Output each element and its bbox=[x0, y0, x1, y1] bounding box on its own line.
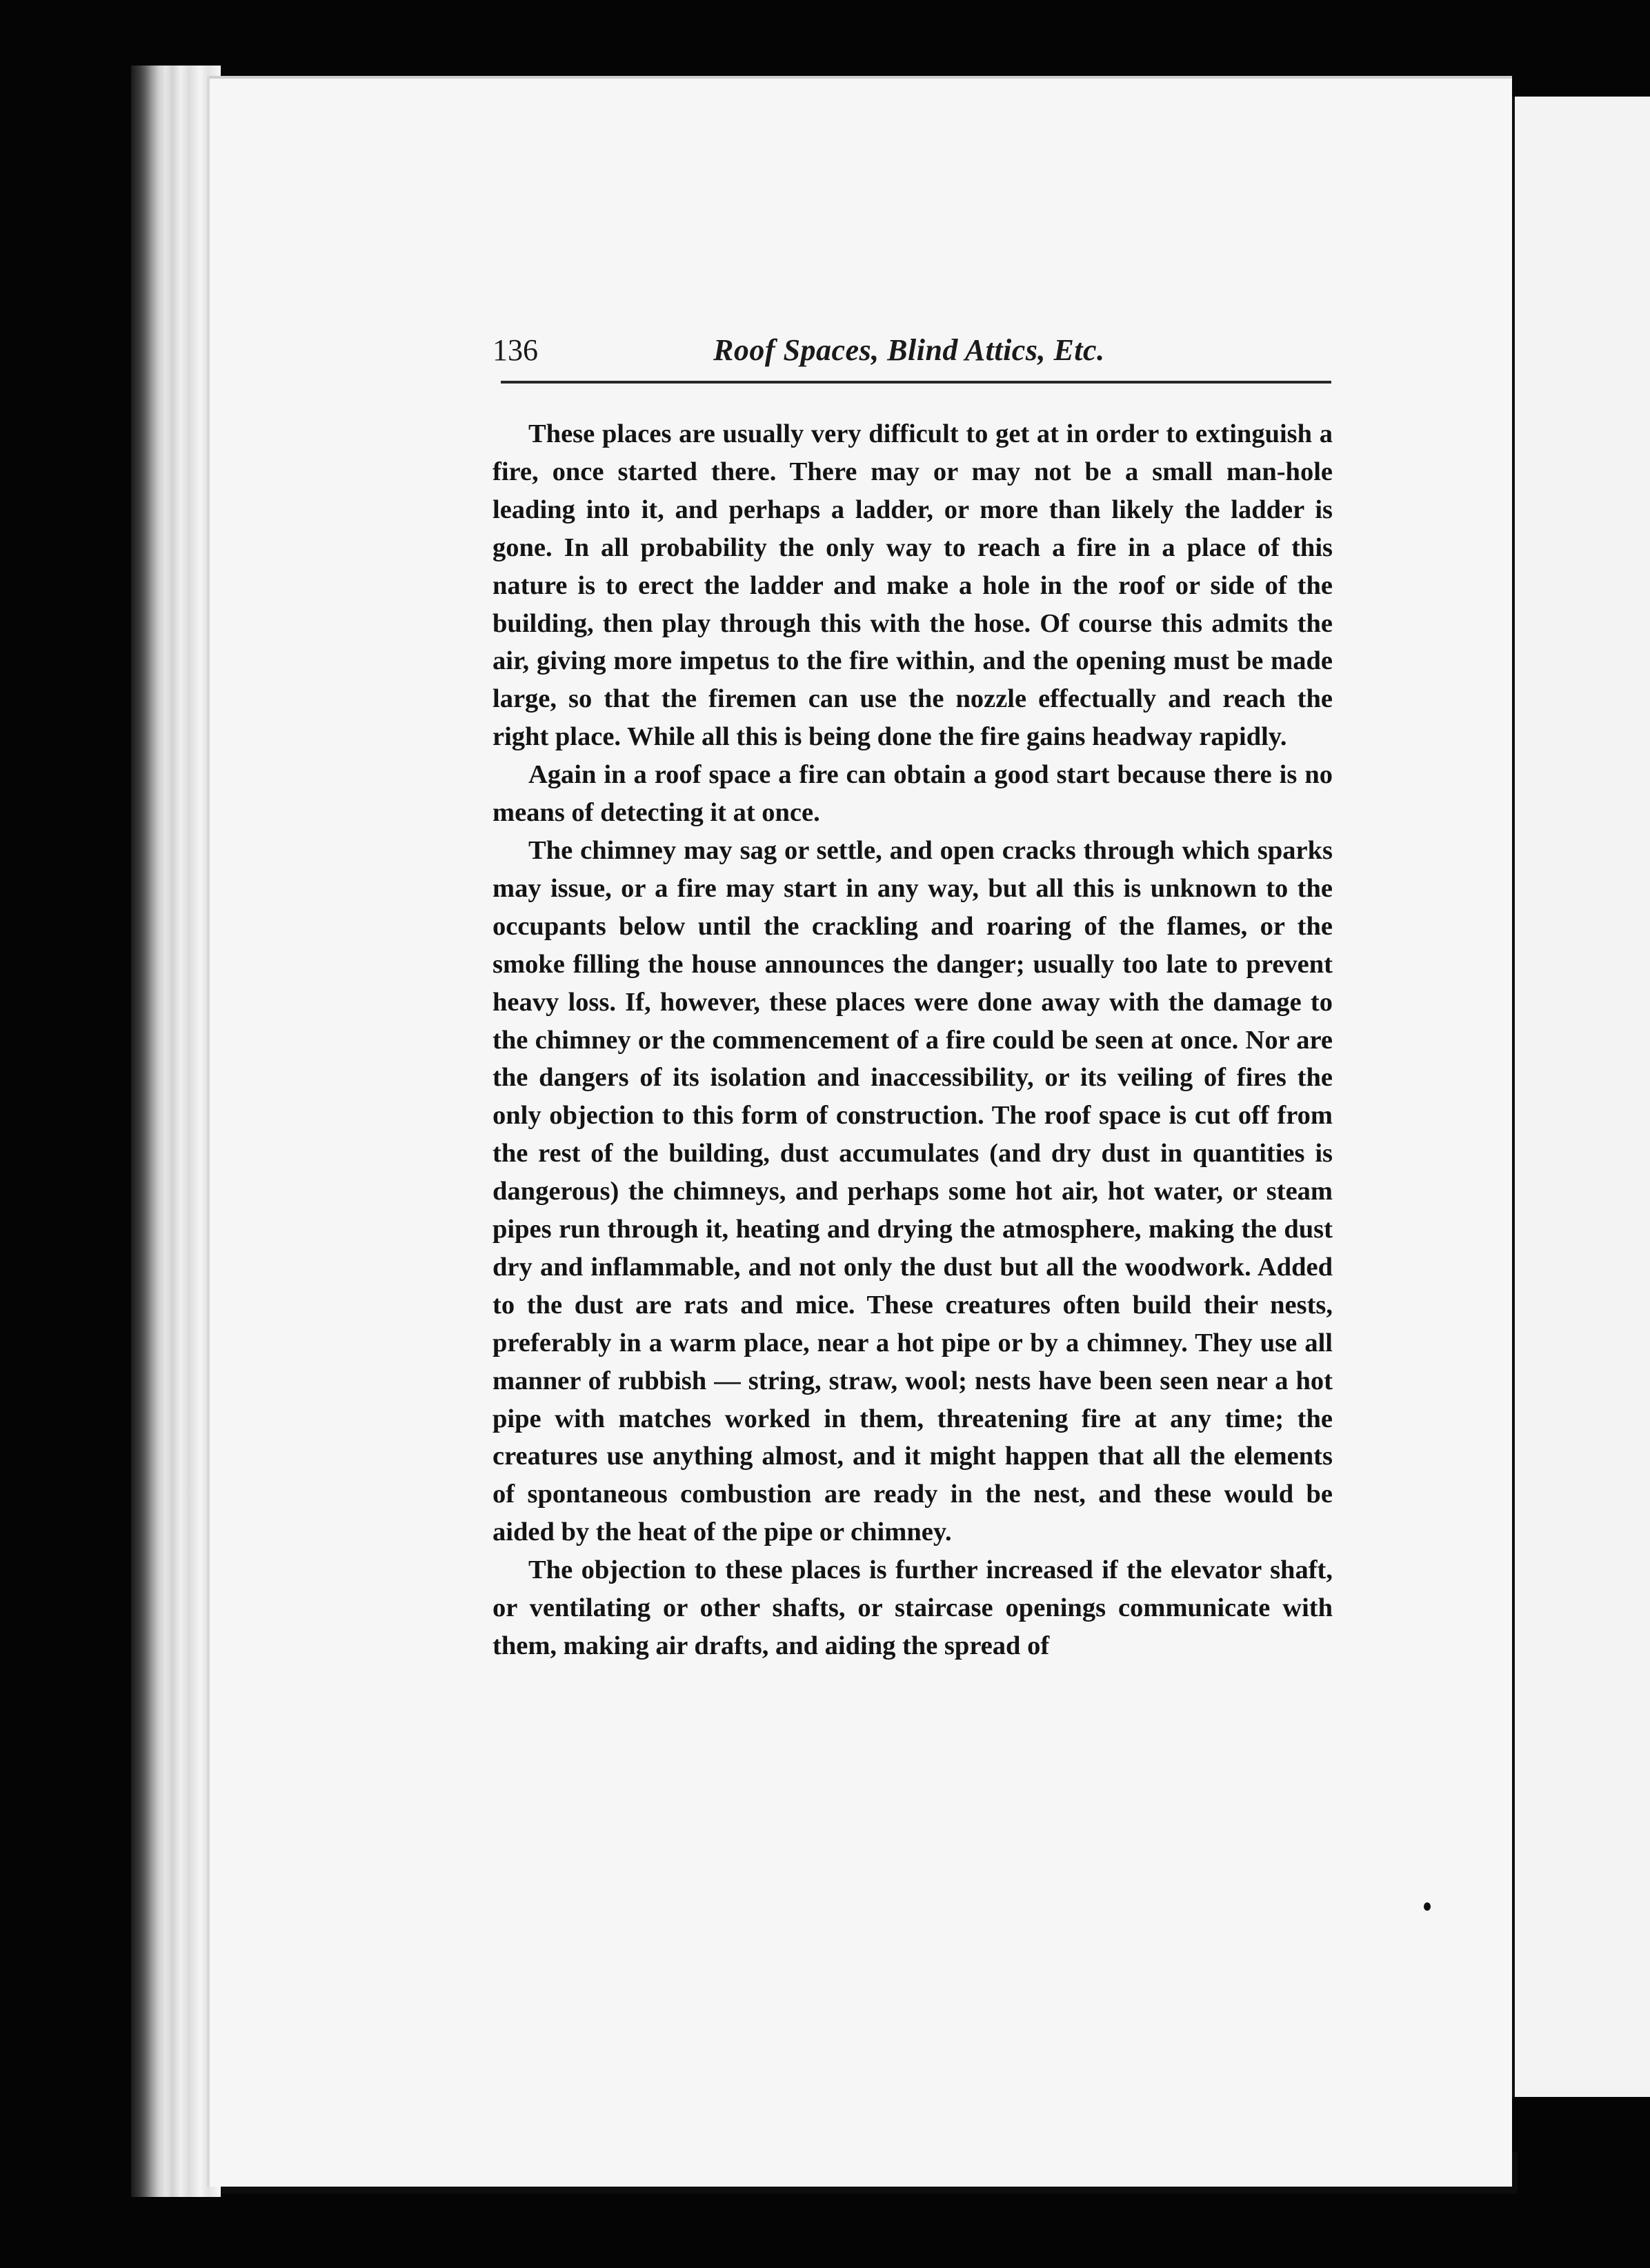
facing-page-edge bbox=[1511, 97, 1650, 2097]
body-text bbox=[493, 415, 1333, 1665]
paragraph-4: The objection to these places is further increased if the elevator shaft, or ventilating or other shafts, or staircase openings communicate with them, making air drafts, and aiding the spread of bbox=[493, 1555, 1333, 1660]
page-number: 136 bbox=[493, 333, 538, 367]
paragraph-1: These places are usually very difficult to get at in order to extinguish a fire, once started there. There may or may not be a small man-hole leading into it, and perhaps a ladder, or more than likely the ladder is gone. In all probability the only way to reach a fire in a place of this nature is to erect the ladder and make a hole in the roof or side of the building, then play through this with the hose. Of course this admits the air, giving more impetus to the fire within, and the opening must be made large, so that the firemen can use the nozzle effectually and reach the right place. While all this is being done the fire gains headway rapidly. bbox=[493, 419, 1333, 752]
page-header bbox=[493, 330, 1331, 385]
header-rule bbox=[501, 381, 1331, 384]
running-head: Roof Spaces, Blind Attics, Etc. bbox=[713, 333, 1105, 367]
paragraph-2: Again in a roof space a fire can obtain a good start because there is no means of detecting it at once. bbox=[493, 760, 1333, 828]
scan-speck bbox=[1424, 1902, 1431, 1911]
paragraph-3: The chimney may sag or settle, and open cracks through which sparks may issue, or a fire may start in any way, but all this is unknown to the occupants below until the crackling and roaring of the flames, or the smoke filling the house announces the danger; usually too late to prevent heavy loss. If, however, these places were done away with the damage to the chimney or the commencement of a fire could be seen at once. Nor are the dangers of its isolation and inaccessibility, or its veiling of fires the only objection to this form of construction. The roof space is cut off from the rest of the building, dust accumulates (and dry dust in quantities is dangerous) the chimneys, and perhaps some hot air, hot water, or steam pipes run through it, heating and drying the atmosphere, making the dust dry and inflammable, and not only the dust but all the woodwork. Added to the dust are rats and mice. These creatures often build their nests, preferably in a warm place, near a hot pipe or by a chimney. They use all manner of rubbish — string, straw, wool; nests have been seen near a hot pipe with matches worked in them, threatening fire at any time; the creatures use anything almost, and it might happen that all the elements of spontaneous combustion are ready in the nest, and these would be aided by the heat of the pipe or chimney. bbox=[493, 835, 1333, 1547]
